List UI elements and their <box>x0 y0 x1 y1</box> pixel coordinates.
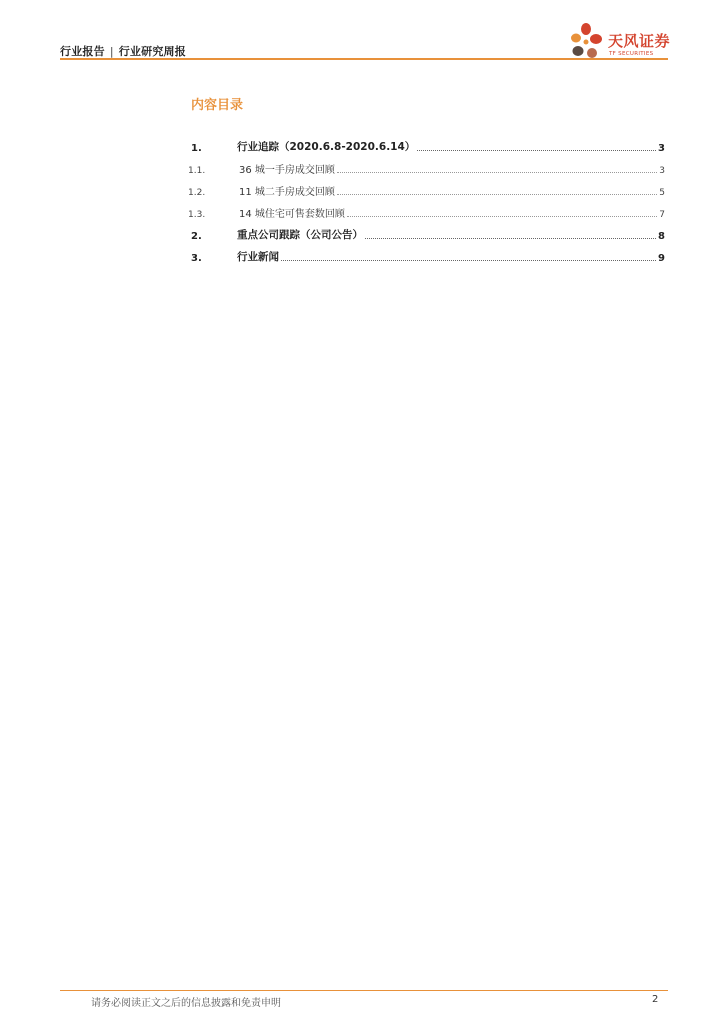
toc-entry[interactable] <box>186 138 665 154</box>
footer-divider <box>60 990 668 991</box>
report-header <box>60 43 186 59</box>
report-type: 行业报告 <box>60 45 105 58</box>
toc-entry-page: 9 <box>658 253 665 264</box>
toc-entry-label: 36 城一手房成交回顾 <box>239 165 335 176</box>
logo-name-en: TF SECURITIES <box>609 51 654 57</box>
toc-entry-number: 1. <box>191 143 202 154</box>
report-subtype: 行业研究周报 <box>118 45 186 58</box>
logo-name-cn: 天风证券 <box>608 32 671 50</box>
toc-title: 内容目录 <box>191 98 244 113</box>
toc-entry-number: 2. <box>191 231 202 242</box>
toc-dot-leader <box>337 194 657 195</box>
toc-entry-page: 7 <box>659 210 665 220</box>
footer-disclaimer: 请务必阅读正文之后的信息披露和免责申明 <box>91 998 281 1009</box>
toc-dot-leader <box>337 172 657 173</box>
toc-entry-page: 3 <box>658 143 665 154</box>
toc-entry-label: 行业新闻 <box>237 251 279 263</box>
header-divider <box>60 58 668 60</box>
toc-entry[interactable] <box>186 204 665 220</box>
toc-dot-leader <box>365 238 656 239</box>
toc-entry-number: 1.2. <box>188 188 206 198</box>
toc-entry-number: 1.1. <box>188 166 206 176</box>
toc-entry[interactable] <box>186 160 665 176</box>
header-separator: | <box>109 45 114 58</box>
toc-dot-leader <box>281 260 656 261</box>
toc-entry-label: 行业追踪（2020.6.8-2020.6.14） <box>237 141 416 153</box>
toc-dot-leader <box>347 216 657 217</box>
company-logo <box>568 22 672 62</box>
toc-entry-label: 14 城住宅可售套数回顾 <box>239 209 345 220</box>
toc-entry-label: 重点公司跟踪（公司公告） <box>237 229 363 241</box>
toc-entry[interactable] <box>186 226 665 242</box>
flower-logo-icon <box>568 22 604 60</box>
toc-entry-number: 3. <box>191 253 202 264</box>
toc-entry-label: 11 城二手房成交回顾 <box>239 187 335 198</box>
toc-entry-number: 1.3. <box>188 210 206 220</box>
toc-entry[interactable] <box>186 248 665 264</box>
toc-dot-leader <box>417 150 656 151</box>
toc-entry[interactable] <box>186 182 665 198</box>
toc-entry-page: 5 <box>659 188 665 198</box>
page-number: 2 <box>652 994 659 1005</box>
toc-entry-page: 3 <box>659 166 665 176</box>
toc-entry-page: 8 <box>658 231 665 242</box>
